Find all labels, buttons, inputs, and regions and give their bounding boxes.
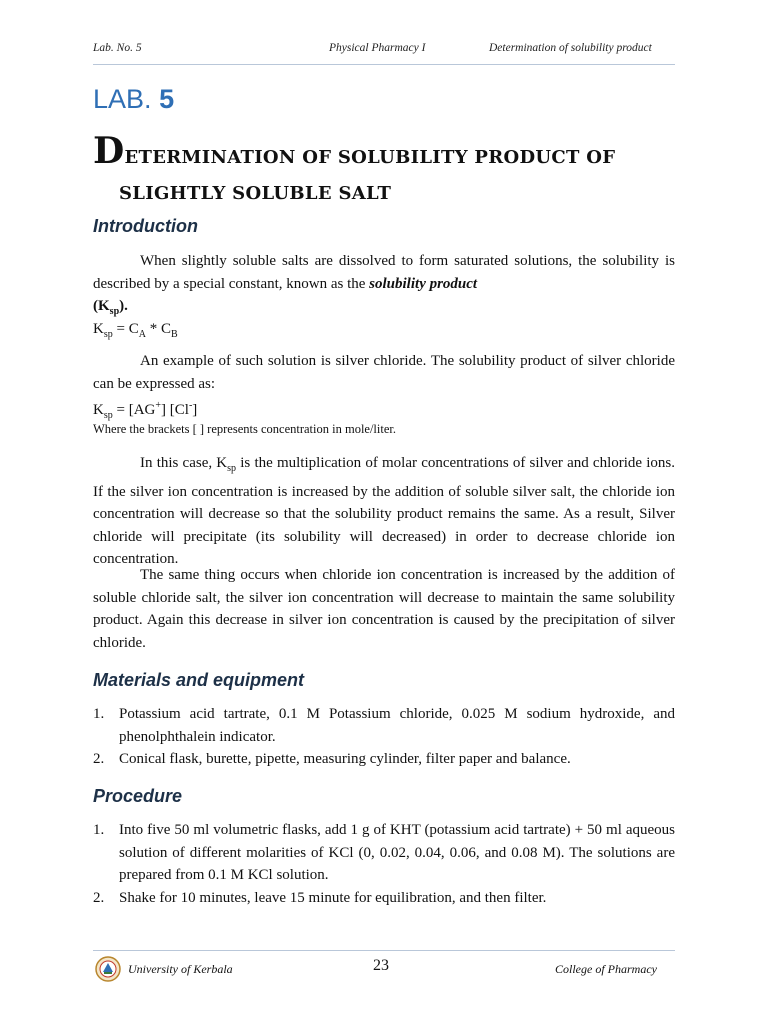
- header-lab-number: Lab. No. 5: [93, 42, 142, 54]
- title-drop-cap: D: [93, 130, 125, 172]
- list-item-number: 2.: [93, 751, 105, 767]
- header-rule: [93, 64, 675, 65]
- intro-paragraph-4: The same thing occurs when chloride ion concentration is increased by the addition of soluble chloride salt, the silver ion concentration will decrease to maintain the same solubility product. Again this decrease in silver ion concentration is caused by the precipitation of silver chloride.: [93, 567, 675, 651]
- intro-paragraph-3: [93, 452, 675, 571]
- page-number: 23: [373, 957, 389, 974]
- list-item: [93, 887, 675, 910]
- list-item-number: 2.: [93, 889, 105, 906]
- lab-prefix: LAB.: [93, 84, 152, 114]
- header-topic: Determination of solubility product: [489, 42, 652, 54]
- eq2-ag: = [AG: [112, 402, 156, 418]
- eq2-sub: sp: [103, 410, 113, 421]
- eq2-k: K: [93, 402, 104, 418]
- intro-p1-emphasis: solubility product: [369, 275, 478, 292]
- list-item-text: Shake for 10 minutes, leave 15 minute for equilibration, and then filter.: [119, 889, 547, 906]
- footer-university: University of Kerbala: [128, 962, 233, 976]
- equation-ksp-general: [93, 318, 675, 347]
- eq1-a: A: [138, 329, 146, 340]
- eq1-sub: sp: [103, 329, 113, 340]
- list-item-text: Into five 50 ml volumetric flasks, add 1 g of KHT (potassium acid tartrate) + 50 ml aqueous solution of different molarities of KCl (0, 0.02, 0.04, 0.06, and 0.08 M). The solutions are prepared from 0.1 M KCl solution.: [119, 822, 675, 883]
- intro-p3-pre: In this case, K: [140, 455, 228, 471]
- intro-paragraph-1: [93, 250, 675, 324]
- materials-list: [93, 703, 675, 771]
- eq2-plus: +: [155, 400, 162, 411]
- materials-heading: Materials and equipment: [93, 670, 305, 690]
- bracket-note: Where the brackets [ ] represents concentration in mole/liter.: [93, 422, 396, 436]
- footer-college: College of Pharmacy: [555, 962, 657, 976]
- eq2-cl: ] [Cl: [161, 402, 189, 418]
- list-item-text: Potassium acid tartrate, 0.1 M Potassium chloride, 0.025 M sodium hydroxide, and phenolphthalein indicator.: [119, 706, 675, 745]
- title-line-2: SLIGHTLY SOLUBLE SALT: [119, 183, 392, 204]
- eq1-mid: = C: [112, 321, 139, 337]
- intro-p3-sub: sp: [227, 463, 237, 474]
- ksp-symbol-sub: sp: [109, 306, 120, 317]
- list-item-text: Conical flask, burette, pipette, measuring cylinder, filter paper and balance.: [119, 751, 571, 767]
- university-seal-icon: [95, 956, 121, 982]
- ksp-symbol-close: ).: [119, 298, 128, 314]
- eq2-end: ]: [192, 402, 198, 418]
- eq1-star: * C: [145, 321, 171, 337]
- list-item-number: 1.: [93, 822, 105, 838]
- eq2-minus: -: [188, 400, 193, 411]
- list-item: [93, 819, 675, 887]
- intro-p1-text: When slightly soluble salts are dissolved to form saturated solutions, the solubility is described by a special constant, known as the: [93, 253, 675, 292]
- introduction-heading: Introduction: [93, 216, 198, 236]
- list-item-number: 1.: [93, 706, 105, 722]
- ksp-symbol-open: (K: [93, 298, 110, 314]
- eq1-k: K: [93, 321, 104, 337]
- procedure-heading: Procedure: [93, 786, 183, 806]
- lab-number: 5: [159, 84, 175, 114]
- intro-paragraph-2: An example of such solution is silver chloride. The solubility product of silver chloride can be expressed as:: [93, 353, 675, 392]
- eq1-b: B: [170, 329, 178, 340]
- page-title: [93, 130, 616, 212]
- list-item: [93, 748, 675, 771]
- intro-p3-post: is the multiplication of molar concentrations of silver and chloride ions. If the silver ion concentration is increased by the addition of soluble silver salt, the chloride ion concentration will decrease so that the solubility product remains the same. As a result, Silver chloride will precipitate (its solubility will decreased) in order to decrease chloride ion concentration.: [93, 455, 676, 567]
- footer-rule: [93, 950, 675, 951]
- title-line-1: ETERMINATION OF SOLUBILITY PRODUCT OF: [124, 147, 616, 168]
- header-course: Physical Pharmacy I: [329, 42, 426, 54]
- list-item: [93, 703, 675, 748]
- procedure-list: [93, 819, 675, 909]
- lab-label: [93, 84, 174, 115]
